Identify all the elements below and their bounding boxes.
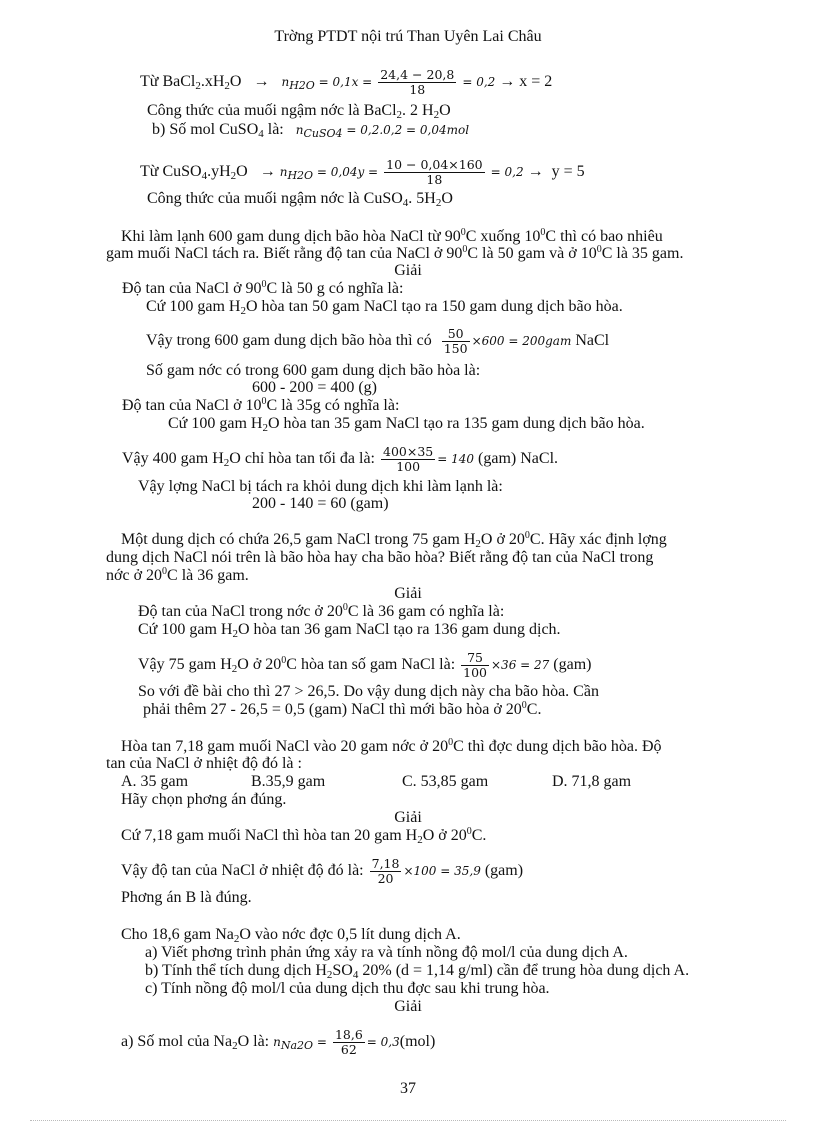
- page-number: 37: [400, 1080, 416, 1097]
- problem1-solution-line: 600 - 200 = 400 (g): [252, 379, 378, 396]
- fraction: $\frac{24,4 - 20,8}{18}$: [380, 67, 455, 97]
- fraction: $\frac{7,18}{20}$: [371, 856, 400, 886]
- fraction: $\frac{18,6}{62}$: [334, 1027, 363, 1057]
- cuso4-formula-line: Từ $CuSO_4.yH_2O$ → $n_{H2O} = 0,04y$ = $\frac{10 - 0,04\times 160}{18}$ = 0,2 → y = 5: [140, 157, 585, 187]
- problem2-question-cont: dung dịch NaCl nói trên là bão hòa hay cha bão hòa? Biết rằng độ tan của NaCl trong: [106, 549, 654, 566]
- problem1-solution-line: Cứ 100 gam $H_2O$ hòa tan 50 gam NaCl tạo ra 150 gam dung dịch bão hòa.: [146, 298, 623, 317]
- answer-option-c: C. 53,85 gam: [402, 773, 489, 790]
- problem3-answer: Phơng án B là đúng.: [121, 889, 252, 906]
- fraction: $\frac{10 - 0,04\times 160}{18}$: [386, 157, 483, 187]
- solution-heading: Giải: [394, 585, 422, 602]
- problem3-solution-line: Vậy độ tan của NaCl ở nhiệt độ đó là: $\frac{7,18}{20}$ ×100 = 35,9 (gam): [121, 856, 524, 886]
- problem3-instruction: Hãy chọn phơng án đúng.: [121, 791, 287, 808]
- solution-heading: Giải: [394, 998, 422, 1015]
- answer-option-d: D. 71,8 gam: [552, 773, 632, 790]
- problem3-question-cont: tan của NaCl ở nhiệt độ đó là :: [106, 755, 302, 772]
- problem2-solution-line: phải thêm 27 - 26,5 = 0,5 (gam) NaCl thì mới bão hòa ở $20^0C$.: [143, 700, 542, 718]
- problem3-question: Hòa tan 7,18 gam muối NaCl vào 20 gam nớc ở $20^0C$ thì đợc dung dịch bão hòa. Độ: [121, 737, 662, 755]
- problem1-solution-line: Cứ 100 gam $H_2O$ hòa tan 35 gam NaCl tạo ra 135 gam dung dịch bão hòa.: [168, 415, 645, 434]
- problem3-solution-line: Cứ 7,18 gam muối NaCl thì hòa tan 20 gam $H_2O$ ở $20^0C$.: [121, 826, 487, 846]
- barcl2-result-line: Công thức của muối ngậm nớc là BaCl$_2$. 2 $H_2O$: [147, 102, 451, 121]
- cuso4-result-line: Công thức của muối ngậm nớc là CuSO$_4$. $5H_2O$: [147, 190, 453, 209]
- problem4-solution-line: a) Số mol của $Na_2O$ là: $n_{Na2O}$ = $\frac{18,6}{62}$ = 0,3(mol): [121, 1027, 436, 1057]
- problem1-question-cont: gam muối NaCl tách ra. Biết rằng độ tan của NaCl ở $90^0C$ là 50 gam và ở $10^0C$ là 35 gam.: [106, 244, 684, 262]
- page-header: Trờng PTDT nội trú Than Uyên Lai Châu: [274, 28, 542, 45]
- problem2-solution-line: Độ tan của NaCl trong nớc ở $20^0C$ là 36 gam có nghĩa là:: [138, 602, 505, 620]
- problem2-solution-line: Cứ 100 gam $H_2O$ hòa tan 36 gam NaCl tạo ra 136 gam dung dịch.: [138, 621, 561, 640]
- barcl2-formula-line: Từ $BaCl_2.xH_2O$ → $n_{H2O} = 0,1x$ = $\frac{24,4 - 20,8}{18}$ = 0,2 → x = 2: [140, 67, 553, 97]
- fraction: $\frac{400\times 35}{100}$: [383, 444, 434, 474]
- footer-divider: [30, 1120, 786, 1121]
- problem4-part-c: c) Tính nồng độ mol/l của dung dịch thu đợc sau khi trung hòa.: [145, 980, 550, 997]
- problem1-solution-line: Số gam nớc có trong 600 gam dung dịch bão hòa là:: [146, 362, 481, 379]
- problem2-question-cont: nớc ở $20^0C$ là 36 gam.: [106, 566, 249, 584]
- problem1-question: Khi làm lạnh 600 gam dung dịch bão hòa NaCl từ $90^0C$ xuống $10^0C$ thì có bao nhiêu: [121, 227, 663, 245]
- problem4-part-b: b) Tính thể tích dung dịch $H_2SO_4$ 20% (d = 1,14 g/ml) cần để trung hòa dung dịch A.: [145, 962, 690, 981]
- fraction: $\frac{75}{100}$: [463, 650, 487, 680]
- cuso4-mol-line: b) Số mol CuSO$_4$ là: $n_{CuSO4} = 0,2.0,2 = 0,04mol$: [152, 121, 470, 140]
- problem2-solution-line: Vậy 75 gam $H_2O$ ở $20^0C$ hòa tan số gam NaCl là: $\frac{75}{100}$ ×36 = 27 (gam): [138, 650, 592, 680]
- problem4-question: Cho 18,6 gam $Na_2O$ vào nớc đợc 0,5 lít dung dịch A.: [121, 926, 461, 945]
- problem1-solution-line: Độ tan của NaCl ở $10^0C$ là 35g có nghĩa là:: [122, 396, 400, 414]
- problem1-solution-line: Vậy 400 gam $H_2O$ chỉ hòa tan tối đa là: $\frac{400\times 35}{100}$ = 140 (gam) NaCl.: [122, 444, 559, 474]
- problem2-question: Một dung dịch có chứa 26,5 gam NaCl trong 75 gam $H_2O$ ở $20^0C$. Hãy xác định lợng: [121, 530, 667, 550]
- solution-heading: Giải: [394, 262, 422, 279]
- problem1-solution-line: Vậy trong 600 gam dung dịch bão hòa thì có $\frac{50}{150}$ ×600 = 200gam NaCl: [146, 326, 610, 356]
- problem1-solution-line: Vậy lợng NaCl bị tách ra khỏi dung dịch khi làm lạnh là:: [138, 478, 503, 495]
- fraction: $\frac{50}{150}$: [443, 326, 468, 356]
- problem1-answer: 200 - 140 = 60 (gam): [252, 495, 389, 512]
- answer-option-a: A. 35 gam: [121, 773, 189, 790]
- problem2-solution-line: So với đề bài cho thì 27 > 26,5. Do vậy dung dịch này cha bão hòa. Cần: [138, 683, 599, 700]
- answer-option-b: B.35,9 gam: [251, 773, 326, 790]
- problem1-solution-line: Độ tan của NaCl ở $90^0C$ là 50 g có nghĩa là:: [122, 279, 404, 297]
- problem4-part-a: a) Viết phơng trình phản ứng xảy ra và tính nồng độ mol/l của dung dịch A.: [145, 944, 628, 961]
- solution-heading: Giải: [394, 809, 422, 826]
